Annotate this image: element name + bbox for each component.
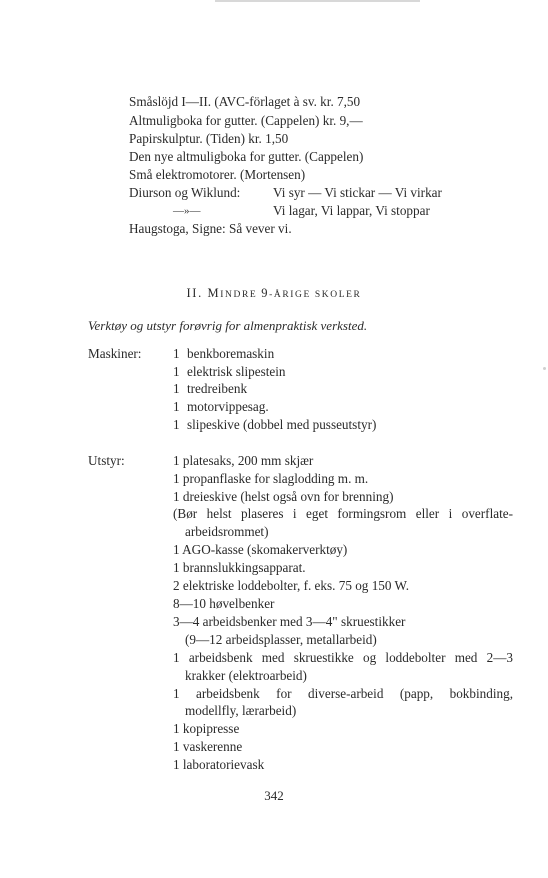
machine-item [173, 381, 247, 397]
diurson-titles-2: Vi lagar, Vi lappar, Vi stoppar [273, 203, 430, 218]
item-text: slipeskive (dobbel med pusseutstyr) [187, 417, 377, 432]
equipment-line: 2 elektriske loddebolter, f. eks. 75 og 150 W. [173, 578, 410, 593]
item-quantity: 1 [173, 364, 180, 379]
equipment-line: 1 dreieskive (helst også ovn for brenning) [173, 489, 394, 504]
section-heading [0, 286, 548, 301]
book-line: Altmuligboka for gutter. (Cappelen) kr. 9,— [129, 113, 363, 128]
equipment-line: 3—4 arbeidsbenker med 3—4" skruestikker [173, 614, 406, 629]
equipment-line: 1 arbeidsbenk med skruestikke og loddebolter med 2—3 [173, 650, 513, 665]
item-quantity: 1 [173, 417, 180, 432]
machine-item [173, 364, 286, 380]
equipment-line: modellfly, lærarbeid) [185, 703, 297, 718]
section-number: II. [186, 286, 203, 300]
book-line: Småslöjd I—II. (AVC-förlaget à sv. kr. 7,50 [129, 94, 361, 109]
item-text: benkboremaskin [187, 346, 275, 361]
diurson-titles-1: Vi syr — Vi stickar — Vi virkar [273, 185, 442, 200]
maskiner-label: Maskiner: [88, 346, 142, 361]
page-number: 342 [264, 788, 284, 803]
top-edge-rule [215, 0, 420, 2]
book-line: Den nye altmuligboka for gutter. (Cappelen) [129, 149, 364, 164]
item-quantity: 1 [173, 381, 180, 396]
machine-item [173, 399, 269, 415]
section-title-part: INDRE [220, 290, 262, 300]
item-text: tredreibenk [187, 381, 248, 396]
section-title-part: -ÅRIGE SKOLER [269, 290, 362, 300]
ditto-mark: —»— [173, 205, 201, 217]
haugstoga-line: Haugstoga, Signe: Så vever vi. [129, 221, 292, 236]
equipment-line: 1 brannslukkingsapparat. [173, 560, 306, 575]
equipment-line: 1 propanflaske for slaglodding m. m. [173, 471, 369, 486]
book-line: Papirskulptur. (Tiden) kr. 1,50 [129, 131, 289, 146]
equipment-line: (9—12 arbeidsplasser, metallarbeid) [185, 632, 377, 647]
machine-item [173, 417, 376, 433]
item-text: elektrisk slipestein [187, 364, 286, 379]
equipment-line: 1 platesaks, 200 mm skjær [173, 453, 314, 468]
equipment-line: 1 vaskerenne [173, 739, 243, 754]
equipment-line: krakker (elektroarbeid) [185, 668, 307, 683]
equipment-line: 1 arbeidsbenk for diverse-arbeid (papp, bokbinding, [173, 686, 513, 701]
item-quantity: 1 [173, 346, 180, 361]
equipment-line: 1 laboratorievask [173, 757, 265, 772]
item-quantity: 1 [173, 399, 180, 414]
page-speck [543, 367, 546, 370]
item-text: motorvippesag. [187, 399, 269, 414]
equipment-line: (Bør helst plaseres i eget formingsrom eller i overflate- [173, 506, 513, 521]
machine-item [173, 346, 274, 362]
section-title-number: 9 [261, 286, 270, 300]
section-subtitle: Verktøy og utstyr forøvrig for almenpraktisk verksted. [88, 318, 368, 333]
diurson-author: Diurson og Wiklund: [129, 185, 241, 200]
equipment-line: 1 AGO-kasse (skomakerverktøy) [173, 542, 348, 557]
equipment-line: 1 kopipresse [173, 721, 240, 736]
section-title-cap: M [207, 286, 221, 300]
equipment-line: arbeidsrommet) [185, 524, 269, 539]
equipment-line: 8—10 høvelbenker [173, 596, 275, 611]
utstyr-label: Utstyr: [88, 453, 125, 468]
book-line: Små elektromotorer. (Mortensen) [129, 167, 306, 182]
